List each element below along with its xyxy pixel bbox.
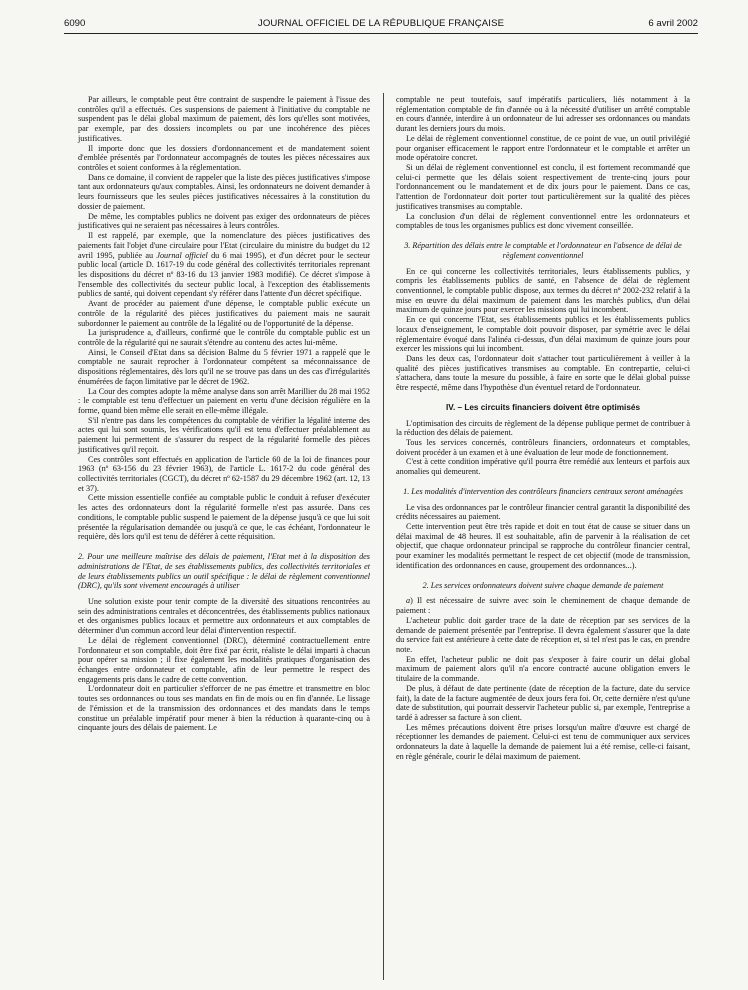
section-heading-iv: IV. – Les circuits financiers doivent être optimisés: [446, 402, 640, 412]
issue-date: 6 avril 2002: [648, 18, 698, 29]
paragraph: L'optimisation des circuits de règlement de la dépense publique permet de contribuer à la réduction des délais de paiement.: [396, 418, 690, 438]
paragraph: De plus, à défaut de date pertinente (date de réception de la facture, date du service fait), la date de la facture augmentée de deux jours fera foi. Or, cette dernière n'est qu'une date de substitution, qui pourrait desservir l'acheteur public si, par exemple, l'entreprise a tardé à adresser sa facture à son client.: [396, 683, 690, 722]
journal-officiel-ref: Journal officiel: [156, 250, 208, 260]
item-letter: a: [406, 596, 411, 606]
paragraph: C'est à cette condition impérative qu'il pourra être remédié aux lenteurs et parfois aux anomalies qui demeurent.: [396, 457, 690, 477]
paragraph: En effet, l'acheteur public ne doit pas s'exposer à faire courir un délai global maximum de paiement alors qu'il n'a encore contracté aucune obligation envers le titulaire de la commande.: [396, 654, 690, 684]
paragraph: En ce qui concerne les collectivités territoriales, leurs établissements publics, y compris les établissements publics de santé, en l'absence de délai de règlement conventionnel, le comptable public dispose, aux termes du décret nº 2002-232 relatif à la mise en œuvre du délai maximum de paiement dans les marchés publics, d'un délai maximum de quinze jours pour exercer les missions qui lui incombent.: [396, 266, 690, 315]
paragraph: Le délai de règlement conventionnel constitue, de ce point de vue, un outil privilégié pour organiser efficacement le rapport entre l'ordonnateur et le comptable et arrêter un mode opératoire concret.: [396, 133, 690, 163]
paragraph: Cette intervention peut être très rapide et doit en tout état de cause se situer dans un délai maximal de 48 heures. Il est souhaitable, afin de parvenir à la réalisation de cet objectif, que chaque ordonnateur principal se rapproche du contrôleur financier central, pour examiner les modalités permettant le respect de cet objectif (mode de transmission, identification des ordonnances en cause, groupement des ordonnances...).: [396, 522, 690, 570]
page-header: [64, 18, 698, 34]
paragraph: Tous les services concernés, contrôleurs financiers, ordonnateurs et comptables, doivent procéder à un examen et à une évaluation de leur mode de fonctionnement.: [396, 438, 690, 457]
paragraph: Avant de procéder au paiement d'une dépense, le comptable public exécute un contrôle de la régularité des pièces justificatives du paiement mais ne saurait subordonner le paiement au contrôle de la légalité ou de l'opportunité de la dépense.: [78, 299, 370, 328]
section-heading-3: 3. Répartition des délais entre le comptable et l'ordonnateur en l'absence de délai de règlement conventionnel: [404, 241, 682, 260]
paragraph: La conclusion d'un délai de règlement conventionnel entre les ordonnateurs et comptables de tous les organismes publics est donc vivement conseillée.: [396, 211, 690, 231]
subsection-heading-1: 1. Les modalités d'intervention des contrôleurs financiers centraux seront aménagées: [403, 486, 683, 496]
journal-title: JOURNAL OFFICIEL DE LA RÉPUBLIQUE FRANÇAISE: [257, 18, 505, 29]
paragraph: L'ordonnateur doit en particulier s'efforcer de ne pas émettre et transmettre en bloc toutes ses ordonnances ou tous ses mandats en fin de mois ou en fin d'année. Le lissage de l'émission et de la transmission des ordonnances et des mandats dans le temps constitue un préalable impératif pour mener à bien la réduction à quarante-cinq ou à cinquante jours des délais de paiement. Le: [78, 684, 370, 733]
paragraph: a) Il est nécessaire de suivre avec soin le cheminement de chaque demande de paiement :: [396, 596, 690, 616]
section-heading-2: 2. Pour une meilleure maîtrise des délais de paiement, l'Etat met à la disposition des administrations de l'Etat, de ses établissements publics, des collectivités territoriales et de leurs établissements publics un outil spécifique : le délai de règlement conventionnel (DRC), qu'ils sont vivement encouragés à utiliser: [78, 552, 370, 591]
paragraph: De même, les comptables publics ne doivent pas exiger des ordonnateurs de pièces justificatives qui ne seraient pas nécessaires à leurs contrôles.: [78, 211, 370, 231]
paragraph: La jurisprudence a, d'ailleurs, confirmé que le contrôle du comptable public est un contrôle de la régularité qui ne saurait s'étendre au contenu des actes lui-même.: [78, 328, 370, 347]
paragraph: Dans les deux cas, l'ordonnateur doit s'attacher tout particulièrement à veiller à la qualité des pièces justificatives transmises au comptable. En contrepartie, celui-ci s'attachera, dans toute la mesure du possible, à faire en sorte que le délai global puisse être respecté, même dans l'hypothèse d'un éventuel retard de l'ordonnateur.: [396, 353, 690, 393]
page-number: 6090: [64, 18, 86, 29]
paragraph: comptable ne peut toutefois, sauf impératifs particuliers, liés notamment à la réglementation comptable de fin d'année ou à la nécessité d'utiliser un arrêté comptable en cours d'année, interdire à un ordonnateur de lui adresser ses ordonnances ou mandats durant les derniers jours du mois.: [396, 95, 690, 134]
left-column: [78, 95, 370, 733]
paragraph: L'acheteur public doit garder trace de la date de réception par ses services de la demande de paiement présentée par l'entreprise. Il devra également s'assurer que la date du service fait est antérieure à cette date de réception et, si tel n'est pas le cas, en prendre note.: [396, 615, 690, 654]
header-rule: [64, 33, 698, 34]
paragraph: Une solution existe pour tenir compte de la diversité des situations rencontrées au sein des administrations centrales et déconcentrées, des établissements publics nationaux et des organismes publics locaux et permettre aux ordonnateurs et aux comptables de déterminer d'un commun accord leur délai d'intervention respectif.: [78, 596, 370, 636]
paragraph: S'il n'entre pas dans les compétences du comptable de vérifier la légalité interne des actes qui lui sont soumis, les vérifications qu'il est tenu d'effectuer préalablement au paiement lui permettent de s'assurer du respect de la régularité formelle des pièces justificatives qu'il reçoit.: [78, 415, 370, 454]
paragraph: Ces contrôles sont effectués en application de l'article 60 de la loi de finances pour 1963 (nº 63-156 du 23 février 1963), de l'article L. 1617-2 du code général des collectivités territoriales (CGCT), du décret nº 62-1587 du 29 décembre 1962 (art. 12, 13 et 37).: [78, 454, 370, 493]
paragraph: Le délai de règlement conventionnel (DRC), déterminé contractuellement entre l'ordonnateur et son comptable, doit être fixé par écrit, réaliste le délai imparti à chacun pour opérer sa mission ; il fixe également les modalités pratiques d'organisation des échanges entre ordonnateur et comptable, afin de leur permettre le respect des engagements pris dans le cadre de cette convention.: [78, 635, 370, 684]
paragraph: La Cour des comptes adopte la même analyse dans son arrêt Marillier du 28 mai 1952 : le comptable est tenu d'effectuer un paiement en vertu d'une décision régulière en la forme, quand bien même elle serait en elle-même illégale.: [78, 386, 370, 415]
subsection-heading-2: 2. Les services ordonnateurs doivent suivre chaque demande de paiement: [422, 580, 664, 590]
right-column: [396, 95, 690, 762]
paragraph: En ce qui concerne l'Etat, ses établissements publics et les établissements publics locaux d'enseignement, le comptable doit pouvoir disposer, par symétrie avec le délai réglementaire évoqué dans l'alinéa ci-dessus, d'un délai maximum de quinze jours pour exercer les missions qui lui incombent.: [396, 315, 690, 354]
column-divider: [383, 93, 384, 980]
paragraph: Il est rappelé, par exemple, que la nomenclature des pièces justificatives des paiements fait l'objet d'une circulaire pour l'Etat (circulaire du ministre du budget du 12 avril 1995, publiée au Journal officiel du 6 mai 1995), et d'un décret pour le secteur public local (article D. 1617-19 du code général des collectivités territoriales reprenant les dispositions du décret nº 83-16 du 13 janvier 1983 modifié). Ce décret s'impose à l'ensemble des collectivités du secteur public local, à l'exception des établissements publics de santé, qui doivent cependant s'y référer dans l'attente d'un décret spécifique.: [78, 231, 370, 299]
paragraph: Par ailleurs, le comptable peut être contraint de suspendre le paiement à l'issue des contrôles qu'il a effectués. Ces suspensions de paiement à l'initiative du comptable ne suspendent pas le délai global maximum de paiement, dès lors qu'elles sont motivées, par exemple, par des dossiers incomplets ou par une incohérence des pièces justificatives.: [78, 95, 370, 143]
paragraph: Les mêmes précautions doivent être prises lorsqu'un maître d'œuvre est chargé de réceptionner les demandes de paiement. Celui-ci est tenu de communiquer aux services ordonnateurs la date à laquelle la demande de paiement lui a été remise, celle-ci faisant, en règle générale, courir le délai maximum de paiement.: [396, 722, 690, 761]
paragraph: Dans ce domaine, il convient de rappeler que la liste des pièces justificatives s'impose tant aux ordonnateurs qu'aux comptables. Ainsi, les ordonnateurs ne doivent demander à leurs fournisseurs que les seules pièces justificatives nécessaires à la constitution du dossier de paiement.: [78, 172, 370, 211]
paragraph: Le visa des ordonnances par le contrôleur financier central garantit la disponibilité des crédits nécessaires au paiement.: [396, 502, 690, 522]
paragraph: Il importe donc que les dossiers d'ordonnancement et de mandatement soient d'emblée présentés par l'ordonnateur accompagnés de toutes les pièces nécessaires aux contrôles et soient conformes à la réglementation.: [78, 143, 370, 173]
paragraph: Ainsi, le Conseil d'Etat dans sa décision Balme du 5 février 1971 a rappelé que le comptable ne saurait reprocher à l'ordonnateur compétent sa méconnaissance de dispositions réglementaires, dès lors qu'il ne se trouve pas dans un des cas d'irrégularités énumérées de façon limitative par le décret de 1962.: [78, 347, 370, 386]
paragraph: Si un délai de règlement conventionnel est conclu, il est fortement recommandé que celui-ci permette que les délais soient respectivement de trente-cinq jours pour l'ordonnancement ou le mandatement et de dix jours pour le paiement. Dans ce cas, l'attention de l'ordonnateur doit porter tout particulièrement sur la qualité des pièces justificatives transmises au comptable.: [396, 163, 690, 211]
paragraph: Cette mission essentielle confiée au comptable public le conduit à refuser d'exécuter les actes des ordonnateurs dont la régularité formelle n'est pas assurée. Dans ces conditions, le comptable public suspend le paiement de la dépense jusqu'à ce que lui soit présentée la régularisation demandée ou jusqu'à ce que, le cas échéant, l'ordonnateur le requière, dès lors qu'il est tenu de déférer à cette réquisition.: [78, 493, 370, 542]
